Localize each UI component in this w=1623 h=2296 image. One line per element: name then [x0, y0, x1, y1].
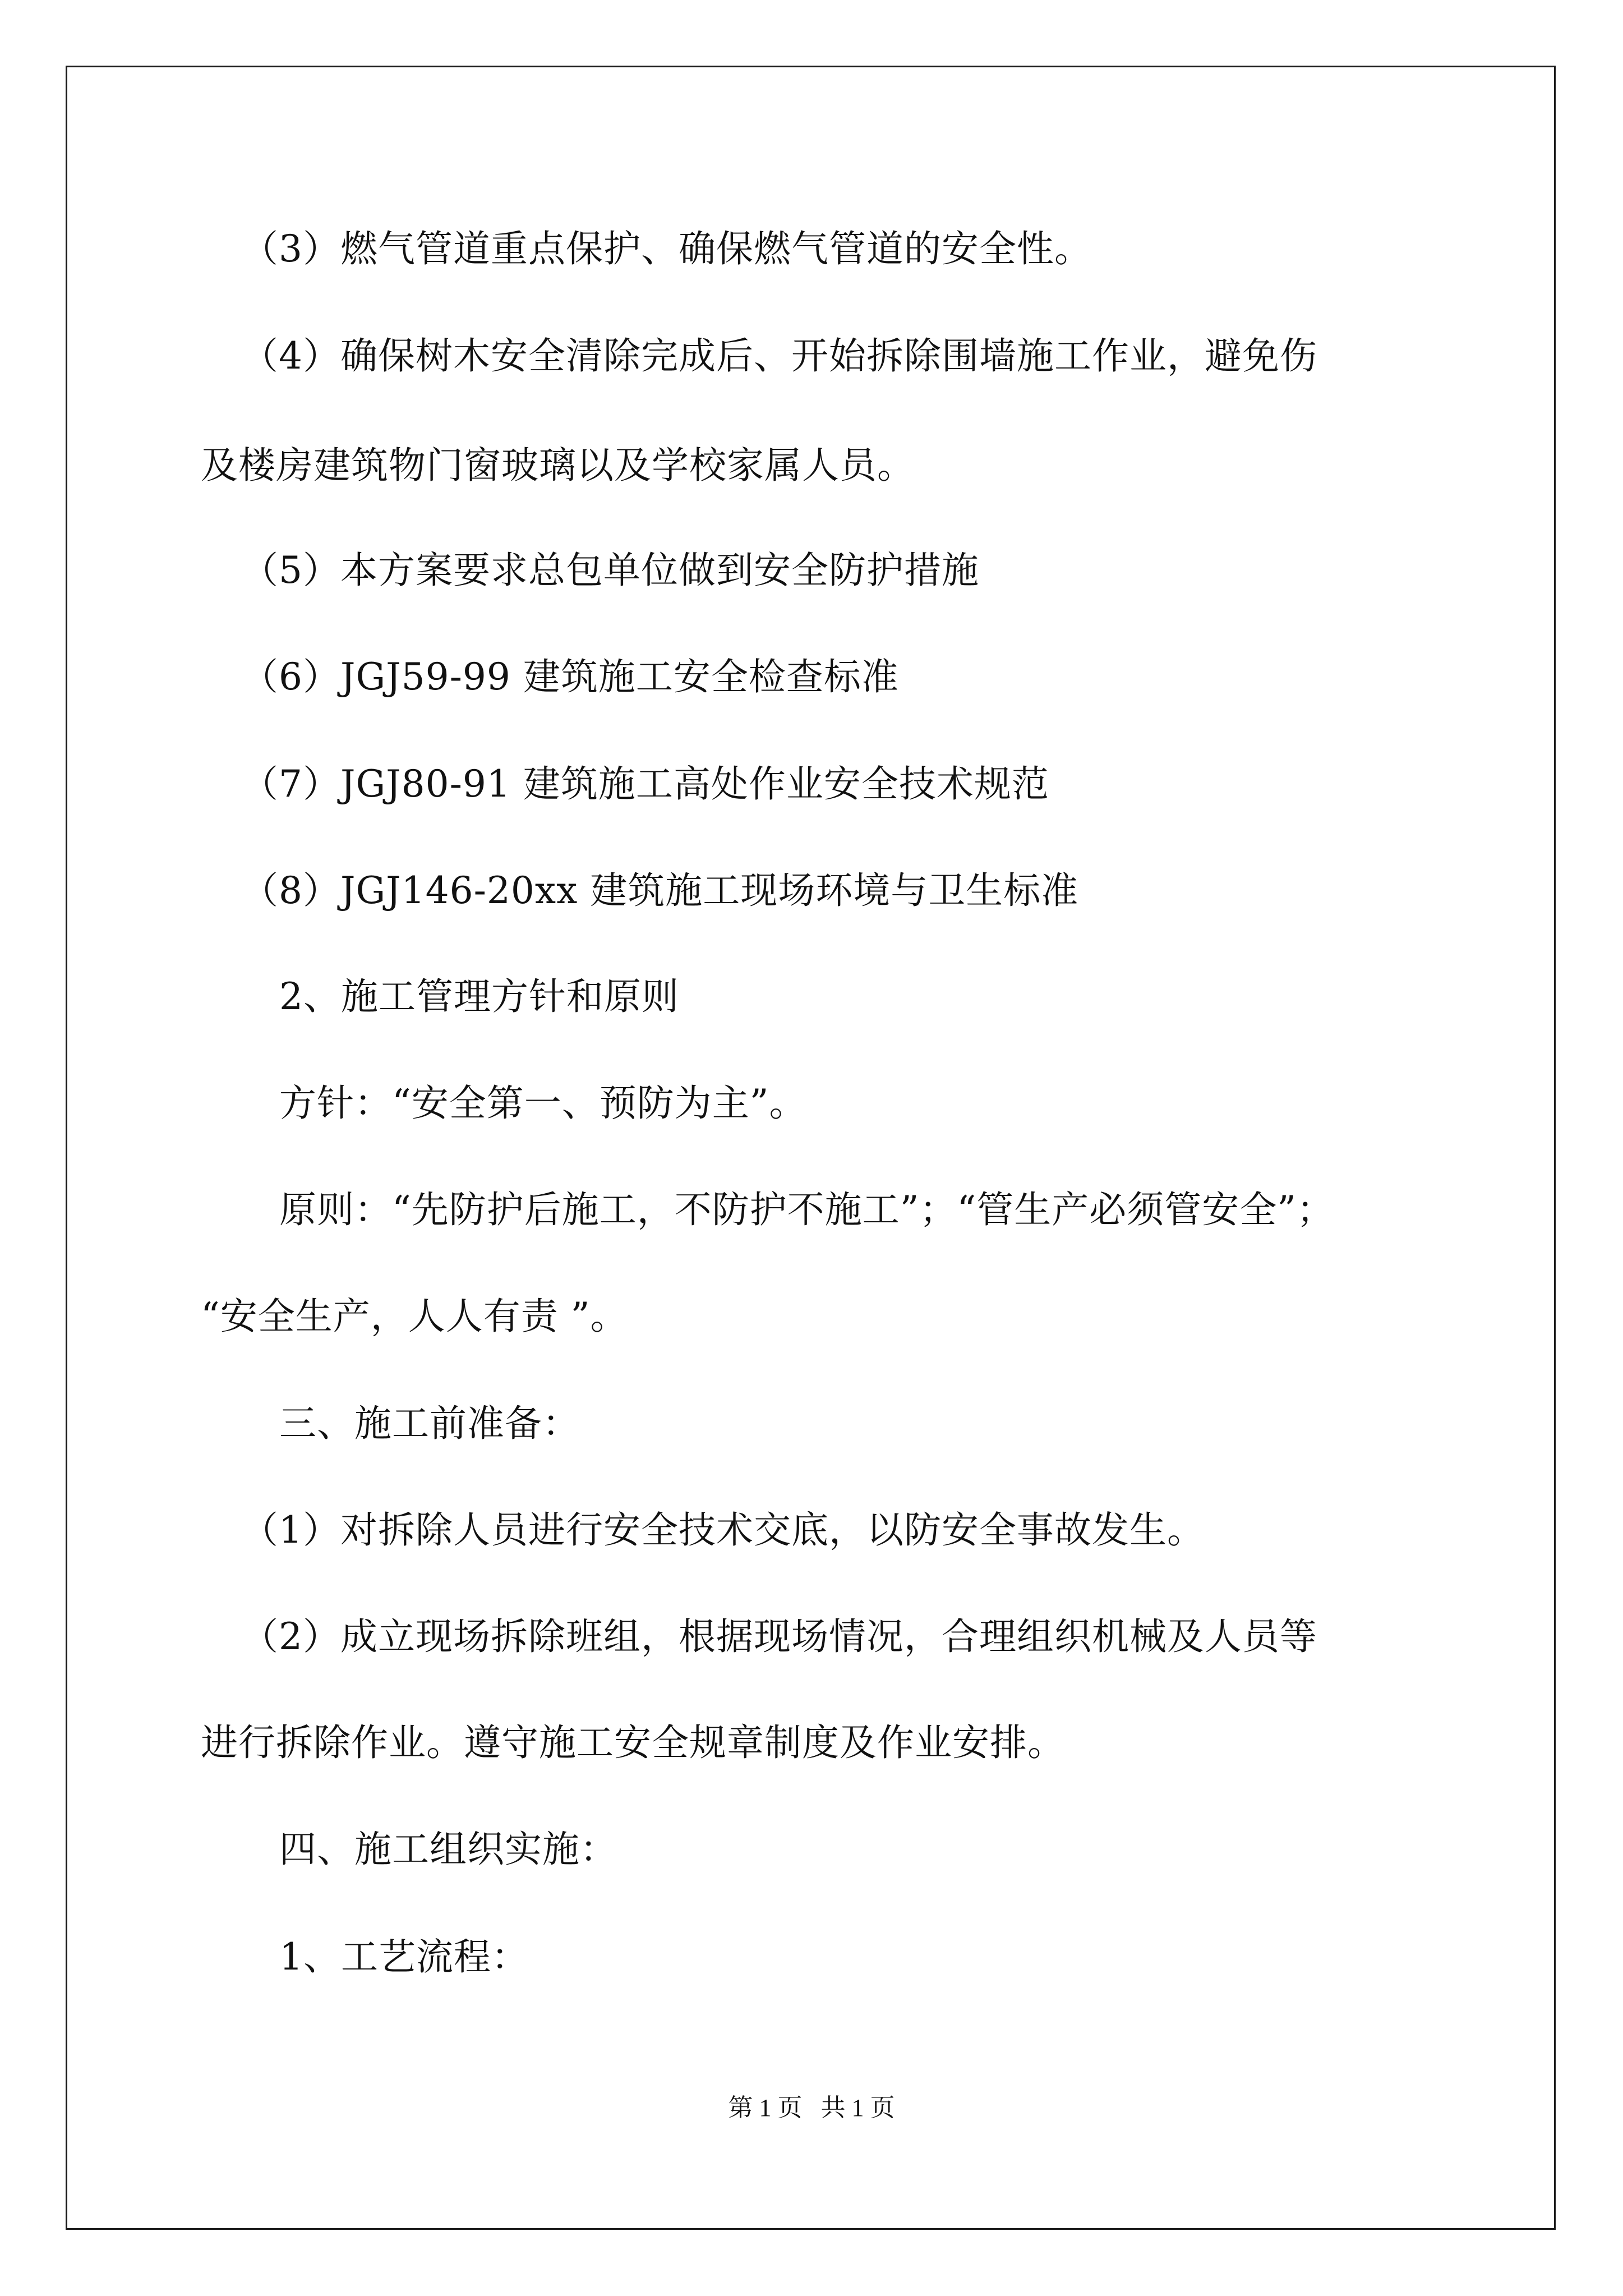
paragraph-line-14: （2）成立现场拆除班组，根据现场情况，合理组织机械及人员等: [241, 1615, 1317, 1658]
paragraph-line-15: 进行拆除作业。遵守施工安全规章制度及作业安排。: [201, 1721, 1065, 1764]
page-border: [66, 66, 1556, 2230]
paragraph-line-9: 方针：“安全第一、预防为主”。: [279, 1082, 807, 1125]
section-subheading-1: 1、工艺流程：: [279, 1935, 529, 1978]
paragraph-line-6: （7）JGJ80-91 建筑施工高处作业安全技术规范: [241, 762, 1049, 806]
paragraph-line-5: （6）JGJ59-99 建筑施工安全检查标准: [241, 655, 899, 698]
paragraph-line-7: （8）JGJ146-20xx 建筑施工现场环境与卫生标准: [241, 869, 1079, 912]
paragraph-line-2: （4）确保树木安全清除完成后、开始拆除围墙施工作业，避免伤: [241, 334, 1317, 378]
paragraph-line-4: （5）本方案要求总包单位做到安全防护措施: [241, 549, 979, 592]
section-heading-3: 三、施工前准备：: [279, 1402, 580, 1445]
paragraph-line-11: “安全生产，人人有责 ”。: [201, 1295, 628, 1338]
section-heading-4: 四、施工组织实施：: [279, 1828, 617, 1871]
page-number-footer: 第 1 页 共 1 页: [728, 2094, 895, 2122]
paragraph-line-10: 原则：“先防护后施工，不防护不施工”；“管生产必须管安全”；: [279, 1188, 1334, 1231]
paragraph-line-1: （3）燃气管道重点保护、确保燃气管道的安全性。: [241, 227, 1092, 270]
paragraph-line-13: （1）对拆除人员进行安全技术交底，以防安全事故发生。: [241, 1508, 1205, 1552]
paragraph-line-3: 及楼房建筑物门窗玻璃以及学校家属人员。: [201, 444, 915, 487]
section-heading-2: 2、施工管理方针和原则: [279, 975, 679, 1018]
